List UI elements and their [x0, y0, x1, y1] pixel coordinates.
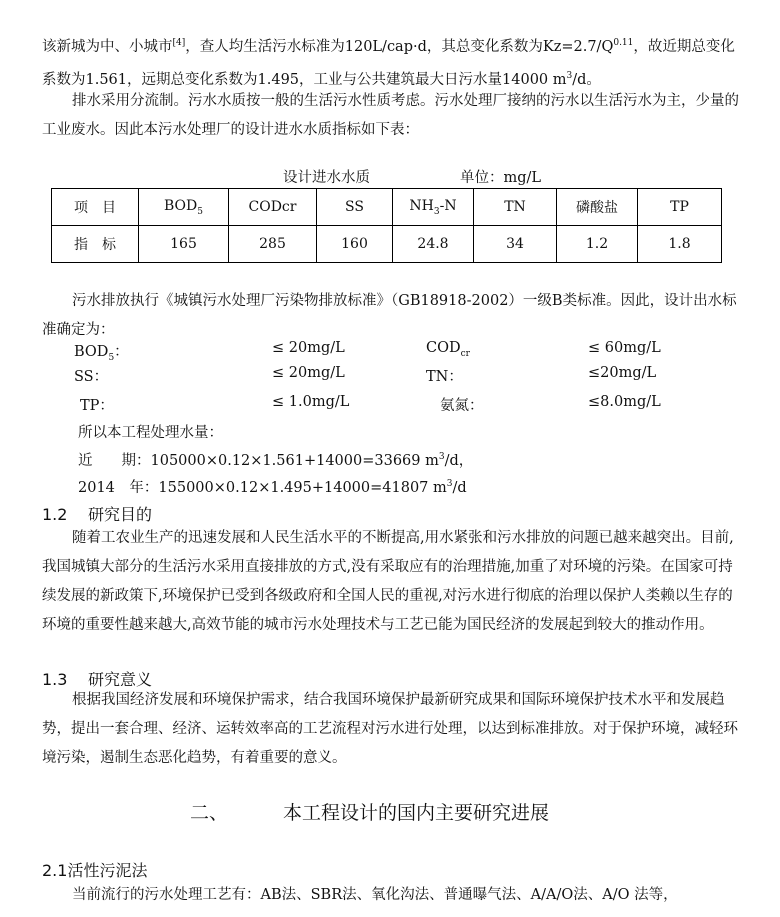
text-span: 2014 年： — [78, 480, 159, 496]
std-ss-value: ≤ 20mg/L — [272, 365, 345, 381]
paragraph-population — [42, 29, 742, 95]
chapter-number: 二、 — [190, 802, 229, 824]
text-span: COD — [426, 340, 461, 356]
text-span: 近 期： — [78, 453, 151, 469]
text-span: 105000×0.12×1.561+14000=33669 m — [150, 453, 439, 469]
section-title: 研究目的 — [88, 505, 153, 524]
text-span: /d， — [444, 453, 474, 469]
flow-2014 — [78, 476, 467, 497]
table-title: 设计进水水质 — [283, 170, 370, 186]
cell-phosphate: 1.2 — [557, 226, 638, 263]
std-cod-value: ≤ 60mg/L — [588, 340, 661, 356]
chapter-title: 本工程设计的国内主要研究进展 — [283, 802, 550, 824]
unit-exponent: 3 — [438, 452, 445, 463]
std-tp-value: ≤ 1.0mg/L — [272, 394, 350, 410]
unit-exponent: 3 — [446, 479, 453, 490]
table-header-row — [52, 189, 722, 226]
text-span: 该新城为中、小城市 — [42, 38, 173, 55]
exponent: 0.11 — [613, 38, 634, 48]
paragraph-drainage: 排水采用分流制。污水水质按一般的生活污水性质考虑。污水处理厂接纳的污水以生活污水为主，少量的工业废水。因此本污水处理厂的设计进水水质指标如下表： — [42, 93, 739, 138]
subscript: 5 — [197, 206, 203, 217]
header-item: 项 目 — [52, 189, 139, 226]
subscript: 5 — [108, 352, 115, 363]
text-span: /d — [452, 480, 467, 496]
header-bod — [139, 189, 229, 226]
table-row — [52, 226, 722, 263]
section-number: 1.2 — [42, 505, 68, 524]
section-title: 研究意义 — [88, 670, 153, 689]
paragraph-research-purpose: 随着工农业生产的迅速发展和人民生活水平的不断提高,用水紧张和污水排放的问题已越来越突出。目前,我国城镇大部分的生活污水采用直接排放的方式,没有采取应有的治理措施,加重了对环境的污染。在国家可持续发展的新政策下,环境保护已受到各级政府和全国人民的重视,对污水进行彻底的治理以保护人类赖以生存的环境的重要性越来越大,高效节能的城市污水处理技术与工艺已能为国民经济的发展起到较大的推动作用。 — [42, 530, 734, 633]
table-unit: 单位：mg/L — [460, 170, 542, 186]
std-ss-label: SS： — [74, 369, 109, 385]
subscript: 3 — [433, 206, 440, 217]
header-ss: SS — [317, 189, 393, 226]
text-span: BOD — [74, 344, 109, 360]
std-tn-label: TN： — [426, 369, 463, 385]
cell-bod: 165 — [139, 226, 229, 263]
row-label: 指 标 — [52, 226, 139, 263]
section-heading-1-2 — [42, 502, 152, 525]
flow-near-term — [78, 449, 473, 470]
text-span: NH — [409, 197, 434, 214]
cell-tn: 34 — [474, 226, 557, 263]
std-tn-value: ≤20mg/L — [588, 365, 657, 381]
header-nh — [393, 189, 474, 226]
header-tn: TN — [474, 189, 557, 226]
subscript: cr — [460, 348, 470, 359]
cell-ss: 160 — [317, 226, 393, 263]
paragraph-research-significance: 根据我国经济发展和环境保护需求，结合我国环境保护最新研究成果和国际环境保护技术水平和发展趋势，提出一套合理、经济、运转效率高的工艺流程对污水进行处理，以达到标准排放。对于保护环境，减轻环境污染，遏制生态恶化趋势，有着重要的意义。 — [42, 692, 738, 766]
header-tp: TP — [638, 189, 722, 226]
flow-intro: 所以本工程处理水量： — [78, 425, 223, 441]
text-span: ： — [114, 344, 129, 360]
table-caption — [0, 162, 780, 188]
unit-exponent: 3 — [566, 70, 573, 81]
std-bod-label — [74, 340, 129, 363]
text-span: ，故近期总变化系数为1.561，远期总变化系数为1.495，工业与公共建筑最大日污水量14000 m — [42, 38, 735, 88]
std-bod-value: ≤ 20mg/L — [272, 340, 345, 356]
header-cod: CODcr — [229, 189, 317, 226]
cell-cod: 285 — [229, 226, 317, 263]
text-span: -N — [439, 197, 457, 214]
section-number: 1.3 — [42, 670, 68, 689]
std-ammonia-label: 氨氮： — [440, 398, 484, 414]
text-span: /d。 — [572, 71, 601, 88]
cell-nh: 24.8 — [393, 226, 474, 263]
std-ammonia-value: ≤8.0mg/L — [588, 394, 661, 410]
header-phosphate: 磷酸盐 — [557, 189, 638, 226]
std-cod-label — [426, 340, 470, 359]
section-heading-2-1: 2.1活性污泥法 — [42, 861, 148, 880]
paragraph-discharge-standard: 污水排放执行《城镇污水处理厂污染物排放标准》（GB18918-2002）一级B类标准。因此，设计出水标准确定为： — [42, 293, 737, 338]
influent-quality-table — [51, 188, 722, 263]
text-span: BOD — [164, 197, 198, 214]
std-tp-label: TP： — [80, 398, 114, 414]
text-span: 155000×0.12×1.495+14000=41807 m — [158, 480, 447, 496]
cell-tp: 1.8 — [638, 226, 722, 263]
paragraph-activated-sludge: 当前流行的污水处理工艺有：AB法、SBR法、氧化沟法、普通曝气法、A/A/O法、A/O 法等， — [72, 887, 678, 903]
reference-mark: [4] — [172, 38, 186, 48]
text-span: ，查人均生活污水标准为120L/cap·d，其总变化系数为Kz=2.7/Q — [185, 38, 614, 55]
